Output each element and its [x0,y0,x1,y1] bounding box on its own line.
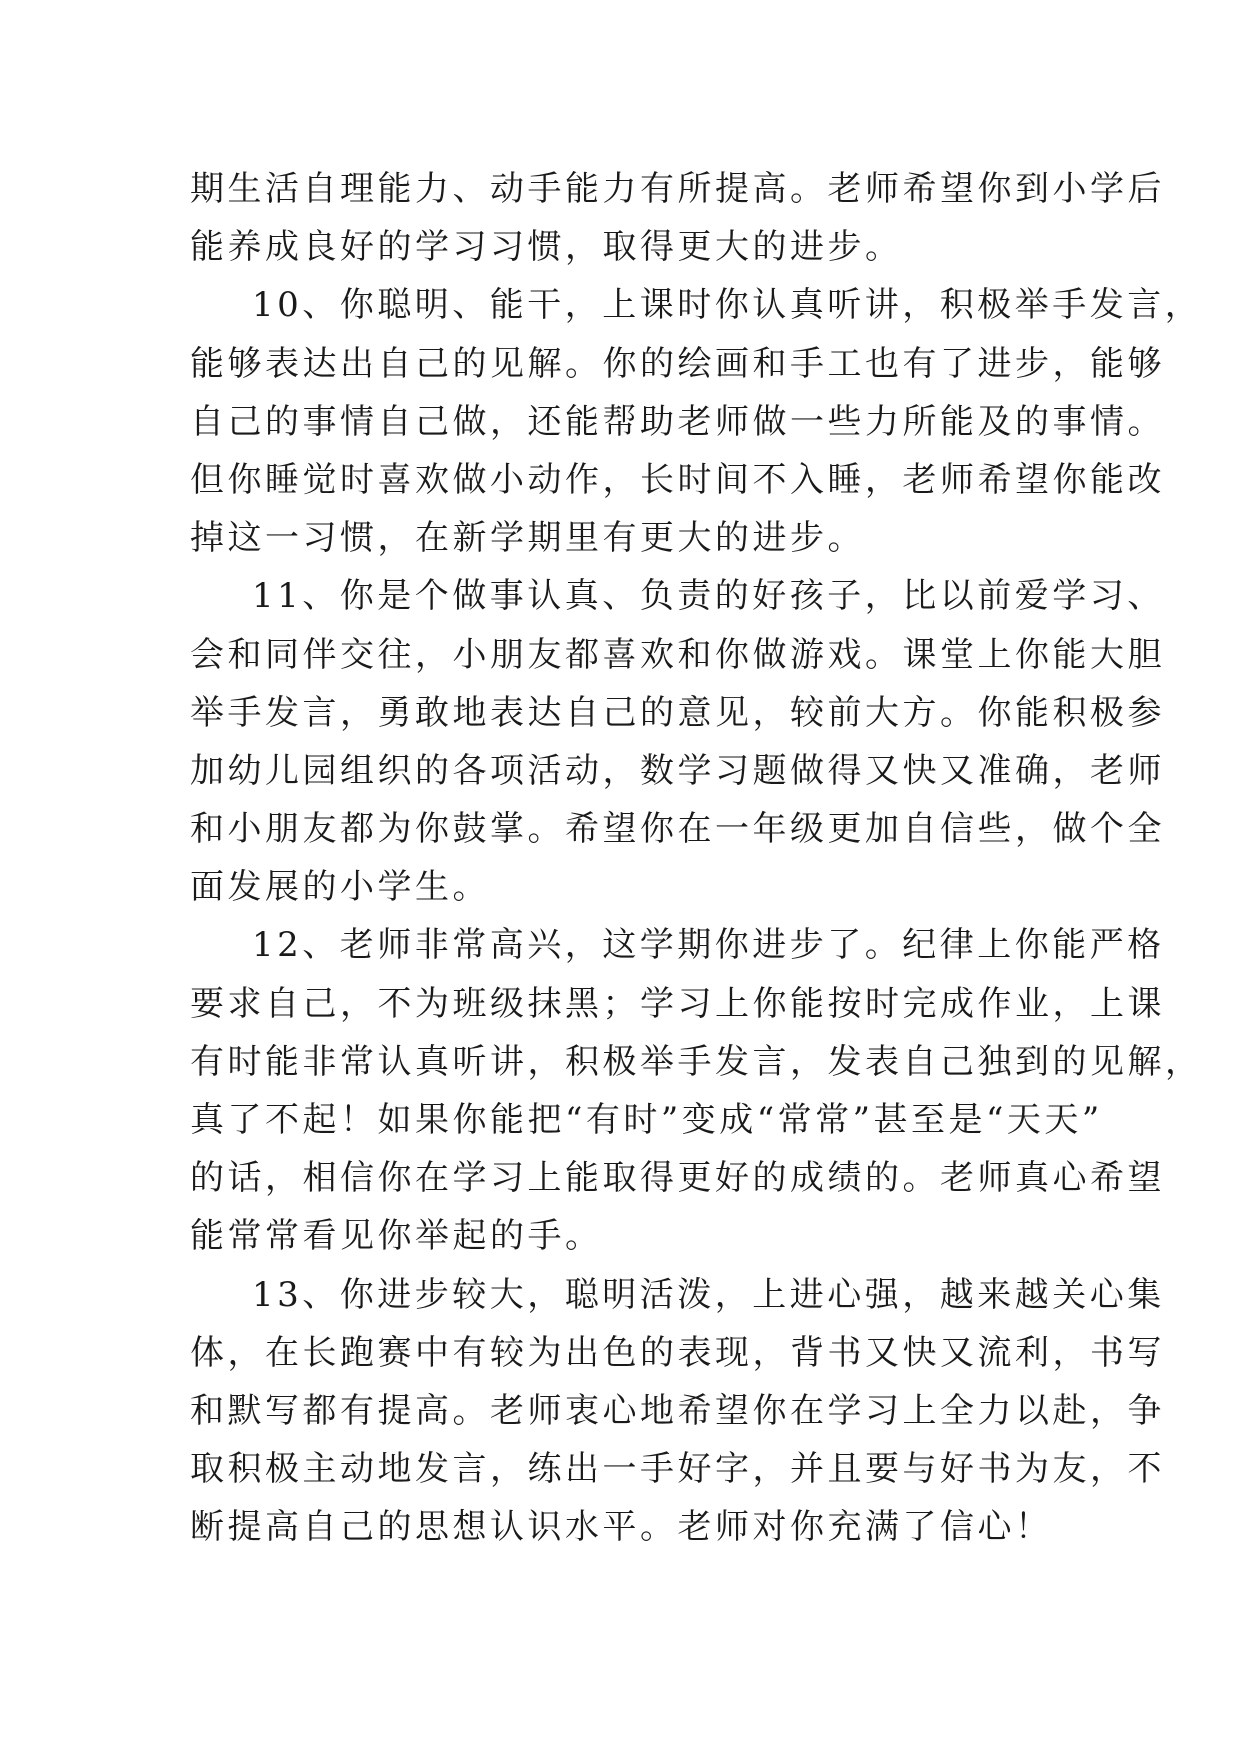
text-line: 13、你进步较大，聪明活泼，上进心强，越来越关心集 [252,1274,1165,1315]
text-line: 举手发言，勇敢地表达自己的意见，较前大方。你能积极参 [190,692,1165,733]
text-line: 要求自己，不为班级抹黑；学习上你能按时完成作业，上课 [190,983,1165,1024]
text-line: 10、你聪明、能干，上课时你认真听讲，积极举手发言， [252,285,1203,326]
text-line: 11、你是个做事认真、负责的好孩子，比以前爱学习、 [252,576,1165,617]
text-line: 取积极主动地发言，练出一手好字，并且要与好书为友，不 [190,1449,1165,1490]
text-line: 有时能非常认真听讲，积极举手发言，发表自己独到的见解， [190,1041,1203,1082]
paragraph-11 [190,567,1165,916]
paragraph-9-continued [190,160,1165,276]
text-line: 会和同伴交往，小朋友都喜欢和你做游戏。课堂上你能大胆 [190,634,1165,675]
text-line: 加幼儿园组织的各项活动，数学习题做得又快又准确，老师 [190,750,1165,791]
text-line: 和默写都有提高。老师衷心地希望你在学习上全力以赴，争 [190,1390,1165,1431]
text-line: 真了不起！如果你能把“有时”变成“常常”甚至是“天天” [190,1100,1103,1140]
text-line: 期生活自理能力、动手能力有所提高。老师希望你到小学后 [190,169,1165,209]
text-line: 断提高自己的思想认识水平。老师对你充满了信心！ [190,1507,1053,1548]
text-line: 但你睡觉时喜欢做小动作，长时间不入睡，老师希望你能改 [190,459,1165,500]
text-line: 和小朋友都为你鼓掌。希望你在一年级更加自信些，做个全 [190,809,1165,850]
document-body [190,160,1203,1557]
paragraph-10 [190,276,1203,567]
text-line: 12、老师非常高兴，这学期你进步了。纪律上你能严格 [252,925,1165,966]
text-line: 自己的事情自己做，还能帮助老师做一些力所能及的事情。 [190,401,1165,442]
paragraph-12 [190,916,1203,1265]
paragraph-13 [190,1266,1165,1557]
text-line: 能常常看见你举起的手。 [190,1216,603,1257]
text-line: 能养成良好的学习习惯，取得更大的进步。 [190,227,903,268]
text-line: 体，在长跑赛中有较为出色的表现，背书又快又流利，书写 [190,1332,1165,1373]
text-line: 的话，相信你在学习上能取得更好的成绩的。老师真心希望 [190,1158,1165,1199]
text-line: 掉这一习惯，在新学期里有更大的进步。 [190,518,865,559]
text-line: 能够表达出自己的见解。你的绘画和手工也有了进步，能够 [190,343,1165,384]
text-line: 面发展的小学生。 [190,867,490,908]
